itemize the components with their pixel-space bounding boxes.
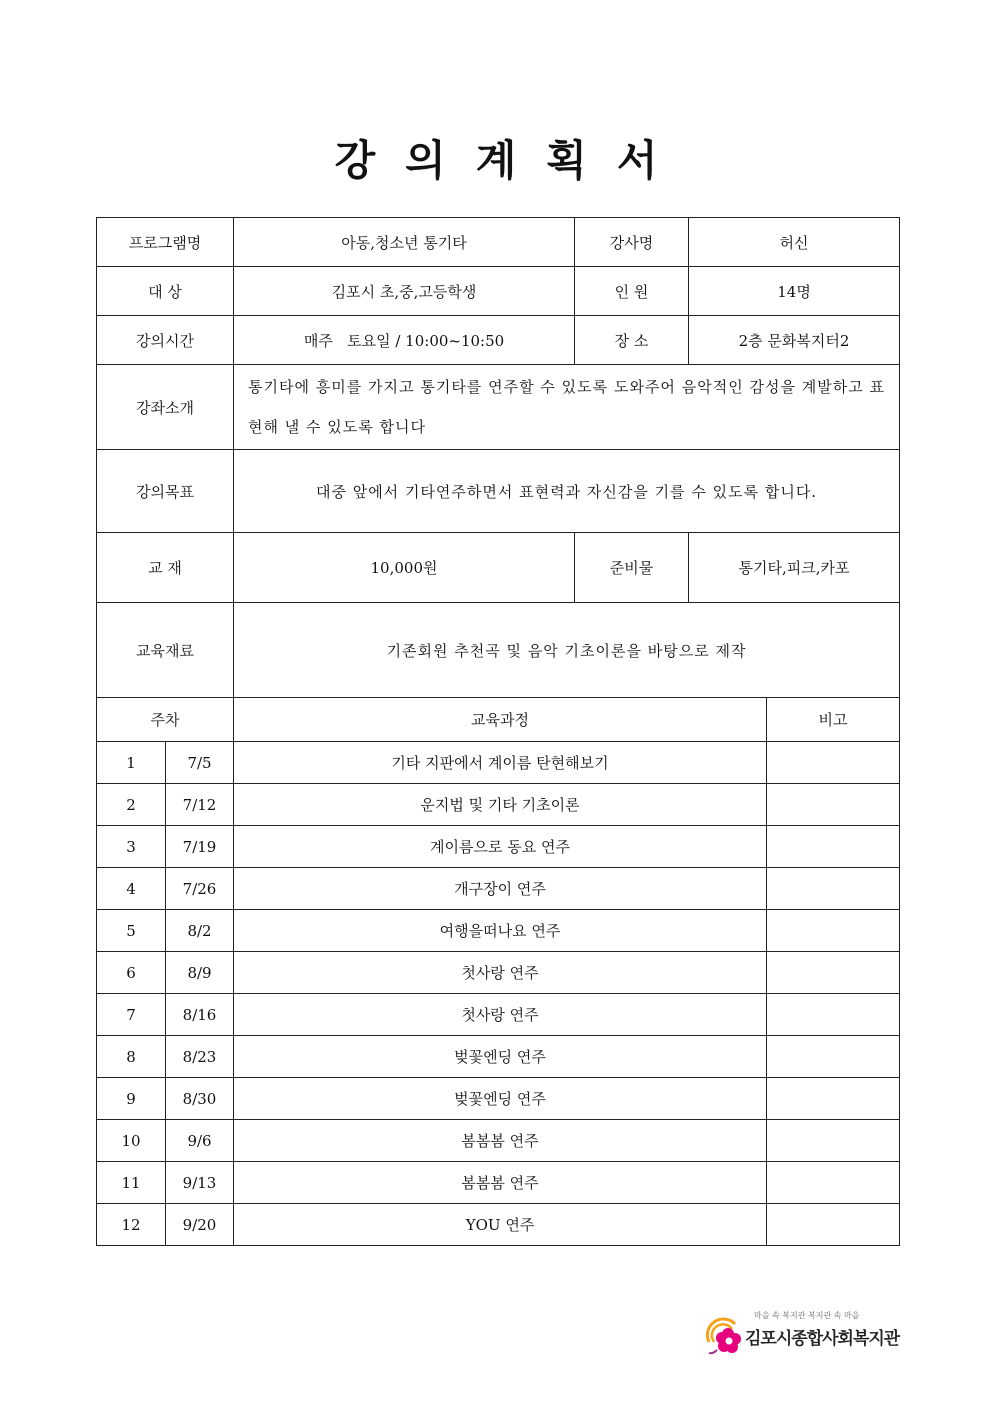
course-note — [767, 1036, 900, 1078]
header-week: 주차 — [97, 698, 234, 742]
row-textbook — [97, 533, 900, 603]
table-row — [97, 1120, 900, 1162]
course-note — [767, 910, 900, 952]
goal-value: 대중 앞에서 기타연주하면서 표현력과 자신감을 기를 수 있도록 합니다. — [234, 450, 900, 533]
schedule-body — [97, 742, 900, 1246]
time-value: 매주 토요일 / 10:00~10:50 — [234, 316, 575, 365]
course-content: 첫사랑 연주 — [234, 994, 767, 1036]
row-goal — [97, 450, 900, 533]
course-content: 봄봄봄 연주 — [234, 1162, 767, 1204]
headcount-label: 인 원 — [575, 267, 689, 316]
course-note — [767, 1204, 900, 1246]
week-date: 8/9 — [166, 952, 234, 994]
headcount-value: 14명 — [689, 267, 900, 316]
logo-name: 김포시종합사회복지관 — [745, 1329, 900, 1349]
week-number: 2 — [97, 784, 166, 826]
course-content: 벚꽃엔딩 연주 — [234, 1078, 767, 1120]
course-content: 여행을떠나요 연주 — [234, 910, 767, 952]
week-date: 7/5 — [166, 742, 234, 784]
lecture-plan-table — [96, 217, 900, 1246]
course-note — [767, 994, 900, 1036]
schedule-header — [97, 698, 900, 742]
course-content: 봄봄봄 연주 — [234, 1120, 767, 1162]
week-date: 8/2 — [166, 910, 234, 952]
week-number: 5 — [97, 910, 166, 952]
table-row — [97, 1036, 900, 1078]
table-row — [97, 742, 900, 784]
week-number: 3 — [97, 826, 166, 868]
week-number: 6 — [97, 952, 166, 994]
material-label: 교육재료 — [97, 603, 234, 698]
week-number: 1 — [97, 742, 166, 784]
week-number: 12 — [97, 1204, 166, 1246]
table-row — [97, 1204, 900, 1246]
intro-value: 통기타에 흥미를 가지고 통기타를 연주할 수 있도록 도와주어 음악적인 감성을 계발하고 표현해 낼 수 있도록 합니다 — [234, 365, 900, 450]
course-content: 계이름으로 동요 연주 — [234, 826, 767, 868]
program-label: 프로그램명 — [97, 218, 234, 267]
week-number: 10 — [97, 1120, 166, 1162]
table-row — [97, 994, 900, 1036]
course-content: 첫사랑 연주 — [234, 952, 767, 994]
target-value: 김포시 초,중,고등학생 — [234, 267, 575, 316]
course-content: 개구장이 연주 — [234, 868, 767, 910]
course-content: 운지법 및 기타 기초이론 — [234, 784, 767, 826]
course-note — [767, 1120, 900, 1162]
course-note — [767, 742, 900, 784]
week-date: 8/30 — [166, 1078, 234, 1120]
row-program — [97, 218, 900, 267]
row-material — [97, 603, 900, 698]
course-content: 벚꽃엔딩 연주 — [234, 1036, 767, 1078]
goal-label: 강의목표 — [97, 450, 234, 533]
organization-logo — [705, 1310, 905, 1358]
instructor-value: 허신 — [689, 218, 900, 267]
course-note — [767, 952, 900, 994]
week-date: 9/6 — [166, 1120, 234, 1162]
course-content: 기타 지판에서 계이름 탄현해보기 — [234, 742, 767, 784]
week-number: 7 — [97, 994, 166, 1036]
week-date: 7/26 — [166, 868, 234, 910]
week-number: 11 — [97, 1162, 166, 1204]
week-date: 8/23 — [166, 1036, 234, 1078]
week-date: 7/12 — [166, 784, 234, 826]
intro-label: 강좌소개 — [97, 365, 234, 450]
course-content: YOU 연주 — [234, 1204, 767, 1246]
textbook-label: 교 재 — [97, 533, 234, 603]
table-row — [97, 868, 900, 910]
table-row — [97, 1078, 900, 1120]
week-number: 4 — [97, 868, 166, 910]
time-label: 강의시간 — [97, 316, 234, 365]
supplies-value: 통기타,피크,카포 — [689, 533, 900, 603]
course-note — [767, 868, 900, 910]
table-row — [97, 784, 900, 826]
week-date: 9/13 — [166, 1162, 234, 1204]
week-date: 9/20 — [166, 1204, 234, 1246]
course-note — [767, 1078, 900, 1120]
table-row — [97, 826, 900, 868]
course-note — [767, 1162, 900, 1204]
logo-slogan: 마을 속 복지관 복지관 속 마을 — [754, 1311, 860, 1320]
week-date: 7/19 — [166, 826, 234, 868]
material-value: 기존회원 추천곡 및 음악 기초이론을 바탕으로 제작 — [234, 603, 900, 698]
table-row — [97, 910, 900, 952]
flower-logo-icon — [705, 1310, 745, 1356]
document-title: 강의계획서 — [334, 136, 688, 185]
table-row — [97, 1162, 900, 1204]
instructor-label: 강사명 — [575, 218, 689, 267]
program-value: 아동,청소년 통기타 — [234, 218, 575, 267]
course-note — [767, 784, 900, 826]
target-label: 대 상 — [97, 267, 234, 316]
table-row — [97, 952, 900, 994]
textbook-value: 10,000원 — [234, 533, 575, 603]
week-number: 8 — [97, 1036, 166, 1078]
row-intro — [97, 365, 900, 450]
header-note: 비고 — [767, 698, 900, 742]
header-course: 교육과정 — [234, 698, 767, 742]
row-time — [97, 316, 900, 365]
week-number: 9 — [97, 1078, 166, 1120]
row-target — [97, 267, 900, 316]
supplies-label: 준비물 — [575, 533, 689, 603]
place-value: 2층 문화복지터2 — [689, 316, 900, 365]
course-note — [767, 826, 900, 868]
week-date: 8/16 — [166, 994, 234, 1036]
place-label: 장 소 — [575, 316, 689, 365]
